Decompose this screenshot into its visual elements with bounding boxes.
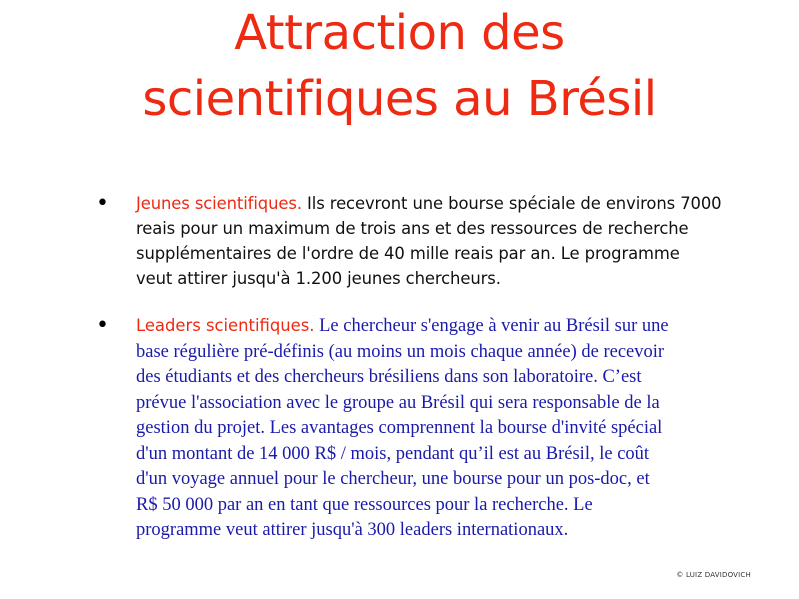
bullet-line: prévue l'association avec le groupe au Brésil qui sera responsable de la — [136, 392, 660, 413]
bullet-line: veut attirer jusqu'à 1.200 jeunes chercheurs. — [136, 269, 501, 288]
bullet-line: d'un voyage annuel pour le chercheur, une bourse pour un pos-doc, et — [136, 469, 650, 489]
bullet-line — [136, 191, 786, 216]
bullet-lead-label: Jeunes scientifiques. — [136, 194, 302, 213]
copyright-footer: © LUIZ DAVIDOVICH — [676, 571, 751, 579]
bullet-item-leaders-scientifiques — [136, 313, 786, 544]
bullet-point-icon: • — [96, 313, 109, 338]
bullet-item-jeunes-scientifiques — [136, 191, 786, 291]
bullet-line — [136, 313, 786, 340]
bullet-line: des étudiants et des chercheurs brésiliens dans son laboratoire. C’est — [136, 367, 642, 387]
bullet-line: gestion du projet. Les avantages comprennent la bourse d'invité spécial — [136, 418, 663, 438]
bullet-text: Le chercheur s'engage à venir au Brésil sur une — [314, 316, 669, 336]
slide-title — [0, 0, 799, 132]
bullet-point-icon: • — [96, 191, 109, 216]
bullet-line: base régulière pré-définis (au moins un mois chaque année) de recevoir — [136, 341, 665, 362]
bullet-lead-label: Leaders scientifiques. — [136, 316, 315, 335]
bullet-line: R$ 50 000 par an en tant que ressources pour la recherche. Le — [136, 494, 593, 515]
bullet-line: d'un montant de 14 000 R$ / mois, pendant qu’il est au Brésil, le coût — [136, 443, 650, 464]
bullet-line: programme veut attirer jusqu'à 300 leaders internationaux. — [136, 520, 569, 540]
bullet-text: Ils recevront une bourse spéciale de environs 7000 — [301, 194, 722, 213]
title-line-1: Attraction des — [234, 5, 565, 61]
bullet-line: reais pour un maximum de trois ans et des ressources de recherche — [136, 219, 689, 238]
bullet-line: supplémentaires de l'ordre de 40 mille reais par an. Le programme — [136, 244, 680, 263]
title-line-2: scientifiques au Brésil — [142, 71, 657, 127]
